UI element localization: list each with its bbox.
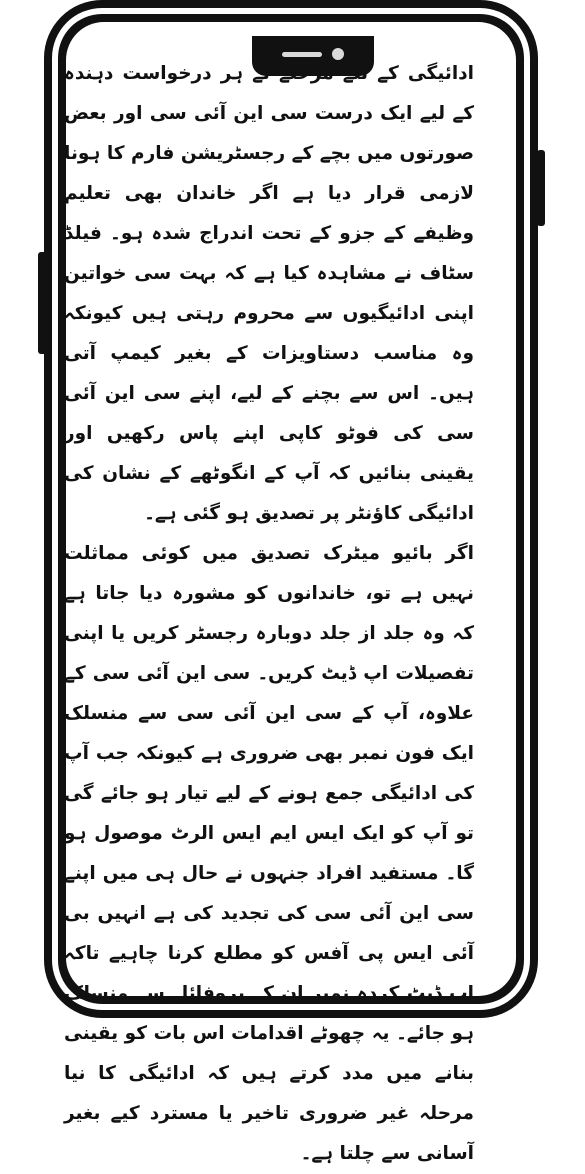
volume-button: [38, 252, 47, 354]
paragraph-1: ادائیگی کے نئے مرحلے نے ہر درخواست دہندہ کے لیے ایک درست سی این آئی سی اور بعض صورتوں میں بچے کے رجسٹریشن فارم کا ہونا لازمی قرار دیا ہے اگر خاندان بھی تعلیم وظیفے کے جزو کے تحت اندراج شدہ ہو۔ فیلڈ سٹاف نے مشاہدہ کیا ہے کہ بہت سی خواتین اپنی ادائیگیوں سے محروم رہتی ہیں کیونکہ وہ مناسب دستاویزات کے بغیر کیمپ آتی ہیں۔ اس سے بچنے کے لیے، اپنے سی این آئی سی کی فوٹو کاپی اپنے پاس رکھیں اور یقینی بنائیں کہ آپ کے انگوٹھے کے نشان کی ادائیگی کاؤنٹر پر تصدیق ہو گئی ہے۔: [64, 63, 474, 524]
power-button: [537, 150, 545, 226]
paragraph-2: اگر بائیو میٹرک تصدیق میں کوئی مماثلت نہیں ہے تو، خاندانوں کو مشورہ دیا جاتا ہے کہ وہ جلد از جلد دوبارہ رجسٹر کریں یا اپنی تفصیلات اپ ڈیٹ کریں۔ سی این آئی سی کے علاوہ، آپ کے سی این آئی سی سے منسلک ایک فون نمبر بھی ضروری ہے کیونکہ جب آپ کی ادائیگی جمع ہونے کے لیے تیار ہو جائے گی تو آپ کو ایک ایس ایم ایس الرٹ موصول ہو گا۔ مستفید افراد جنہوں نے حال ہی میں اپنے سی این آئی سی کی تجدید کی ہے انہیں بی آئی ایس پی آفس کو مطلع کرنا چاہیے تاکہ اپ ڈیٹ کردہ نمبر ان کے پروفائل سے منسلک ہو جائے۔ یہ چھوٹے اقدامات اس بات کو یقینی بنانے میں مدد کرتے ہیں کہ ادائیگی کا نیا مرحلہ غیر ضروری تاخیر یا مسترد کیے بغیر آسانی سے چلتا ہے۔: [64, 543, 474, 1164]
article-text: [64, 54, 474, 1164]
